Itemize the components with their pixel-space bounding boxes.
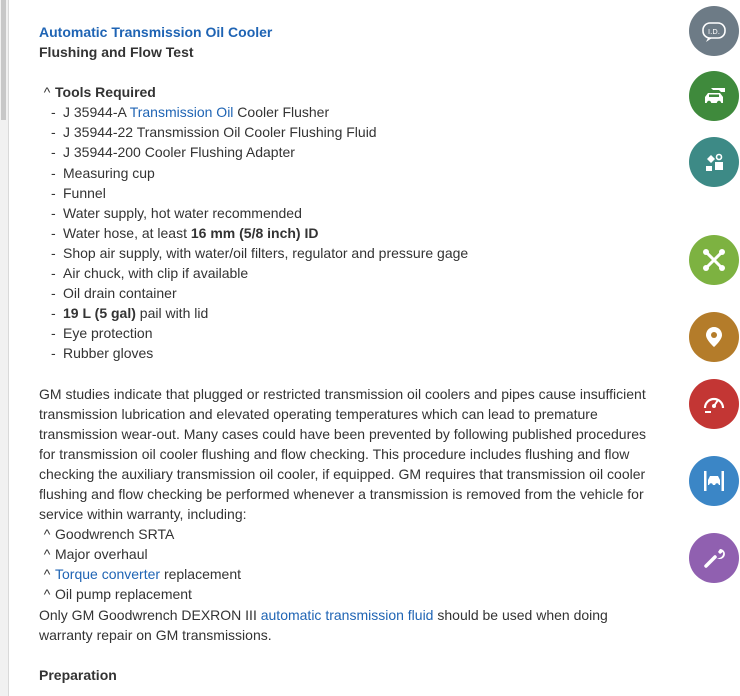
list-item-text: replacement — [160, 566, 241, 583]
list-item: - Shop air supply, with water/oil filters, regulator and pressure gage — [51, 244, 469, 261]
caret-icon: ^ — [43, 526, 51, 543]
list-item: - 19 L (5 gal) pail with lid — [51, 305, 209, 322]
components-button[interactable] — [689, 137, 739, 187]
list-item — [39, 544, 659, 564]
list-item: - J 35944-22 Transmission Oil Cooler Flushing Fluid — [51, 124, 377, 141]
atf-link[interactable]: automatic transmission fluid — [260, 606, 434, 623]
tool-text: Water supply, hot water recommended — [63, 204, 302, 221]
list-item-text: Oil pump replacement — [55, 586, 192, 603]
tools-required-heading — [39, 82, 659, 102]
torque-converter-link[interactable]: Torque converter — [55, 566, 161, 583]
list-item: - Oil drain container — [51, 285, 177, 302]
tool-text: Funnel — [63, 184, 106, 201]
list-item — [39, 524, 659, 544]
warranty-list — [39, 524, 659, 604]
left-scrollbar-thumb[interactable] — [1, 0, 6, 120]
tool-text: J 35944-22 Transmission Oil Cooler Flushing Fluid — [63, 124, 377, 141]
wrench-cross-icon — [701, 247, 727, 273]
dtc-button[interactable] — [689, 379, 739, 429]
list-item: - J 35944-A Transmission Oil Cooler Flusher — [51, 104, 330, 121]
tool-spec: 16 mm (5/8 inch) ID — [190, 224, 319, 241]
document-content — [39, 22, 659, 685]
tools-button[interactable] — [689, 533, 739, 583]
list-item — [39, 564, 659, 584]
transmission-oil-link[interactable]: Transmission Oil — [129, 104, 234, 121]
tool-text: Eye protection — [63, 325, 153, 342]
tool-text: Shop air supply, with water/oil filters, regulator and pressure gage — [63, 244, 469, 261]
tool-text: J 35944-A — [63, 104, 130, 121]
tool-text: Oil drain container — [63, 285, 177, 302]
wrench-icon — [701, 545, 727, 571]
left-scrollbar[interactable] — [0, 0, 9, 696]
list-item-text: Goodwrench SRTA — [55, 526, 175, 543]
list-item: - Rubber gloves — [51, 345, 154, 362]
location-button[interactable] — [689, 312, 739, 362]
list-item: - Funnel — [51, 184, 106, 201]
tools-list — [39, 102, 659, 363]
vehicle-lift-icon — [701, 468, 727, 494]
preparation-heading: Preparation — [39, 666, 117, 683]
repair-button[interactable] — [689, 456, 739, 506]
car-service-icon — [701, 83, 727, 109]
caret-icon: ^ — [43, 84, 51, 101]
tool-text: Measuring cup — [63, 164, 155, 181]
tools-heading-label: Tools Required — [55, 84, 156, 101]
tool-text: Cooler Flusher — [233, 104, 330, 121]
fluid-note — [39, 605, 659, 645]
list-item-text: Major overhaul — [55, 546, 148, 563]
list-item: - Eye protection — [51, 325, 153, 342]
id-badge-icon — [701, 18, 727, 44]
caret-icon: ^ — [43, 546, 51, 563]
caret-icon: ^ — [43, 586, 51, 603]
id-label: I.D. — [708, 28, 720, 36]
list-item: - Water hose, at least 16 mm (5/8 inch) ID — [51, 224, 319, 241]
tool-text: Water hose, at least — [63, 224, 191, 241]
caret-icon: ^ — [43, 566, 51, 583]
document-subtitle: Flushing and Flow Test — [39, 44, 194, 61]
note-text: Only GM Goodwrench DEXRON III — [39, 606, 261, 623]
warranty-paragraph: GM studies indicate that plugged or restricted transmission oil coolers and pipes cause insufficient transmission lubrication and elevated operating temperatures which can lead to premature transmission wear-out. Many cases could have been prevented by following published procedures for transmission oil cooler flushing and flow checking. This procedure includes flushing and flow checking the auxiliary transmission oil cooler, if equipped. GM requires that transmission oil cooler flushing and flow checking be performed whenever a transmission is removed from the vehicle for service within warranty, including: — [39, 385, 647, 523]
list-item — [39, 584, 659, 604]
tool-text: Air chuck, with clip if available — [63, 265, 249, 282]
tool-spec: 19 L (5 gal) — [63, 305, 136, 322]
note-text: should be used when doing warranty repair on GM transmissions. — [39, 606, 608, 643]
tool-text: Rubber gloves — [63, 345, 154, 362]
id-button[interactable] — [689, 6, 739, 56]
list-item: - Air chuck, with clip if available — [51, 265, 249, 282]
list-item: - J 35944-200 Cooler Flushing Adapter — [51, 144, 295, 161]
tool-text: pail with lid — [135, 305, 209, 322]
components-icon — [701, 149, 727, 175]
action-rail — [689, 0, 740, 696]
gauge-icon — [701, 391, 727, 417]
document-title-link[interactable]: Automatic Transmission Oil Cooler — [39, 24, 273, 40]
diagnostics-button[interactable] — [689, 235, 739, 285]
vehicle-button[interactable] — [689, 71, 739, 121]
location-pin-icon — [701, 324, 727, 350]
list-item: - Water supply, hot water recommended — [51, 204, 302, 221]
list-item: - Measuring cup — [51, 164, 155, 181]
tool-text: J 35944-200 Cooler Flushing Adapter — [63, 144, 295, 161]
